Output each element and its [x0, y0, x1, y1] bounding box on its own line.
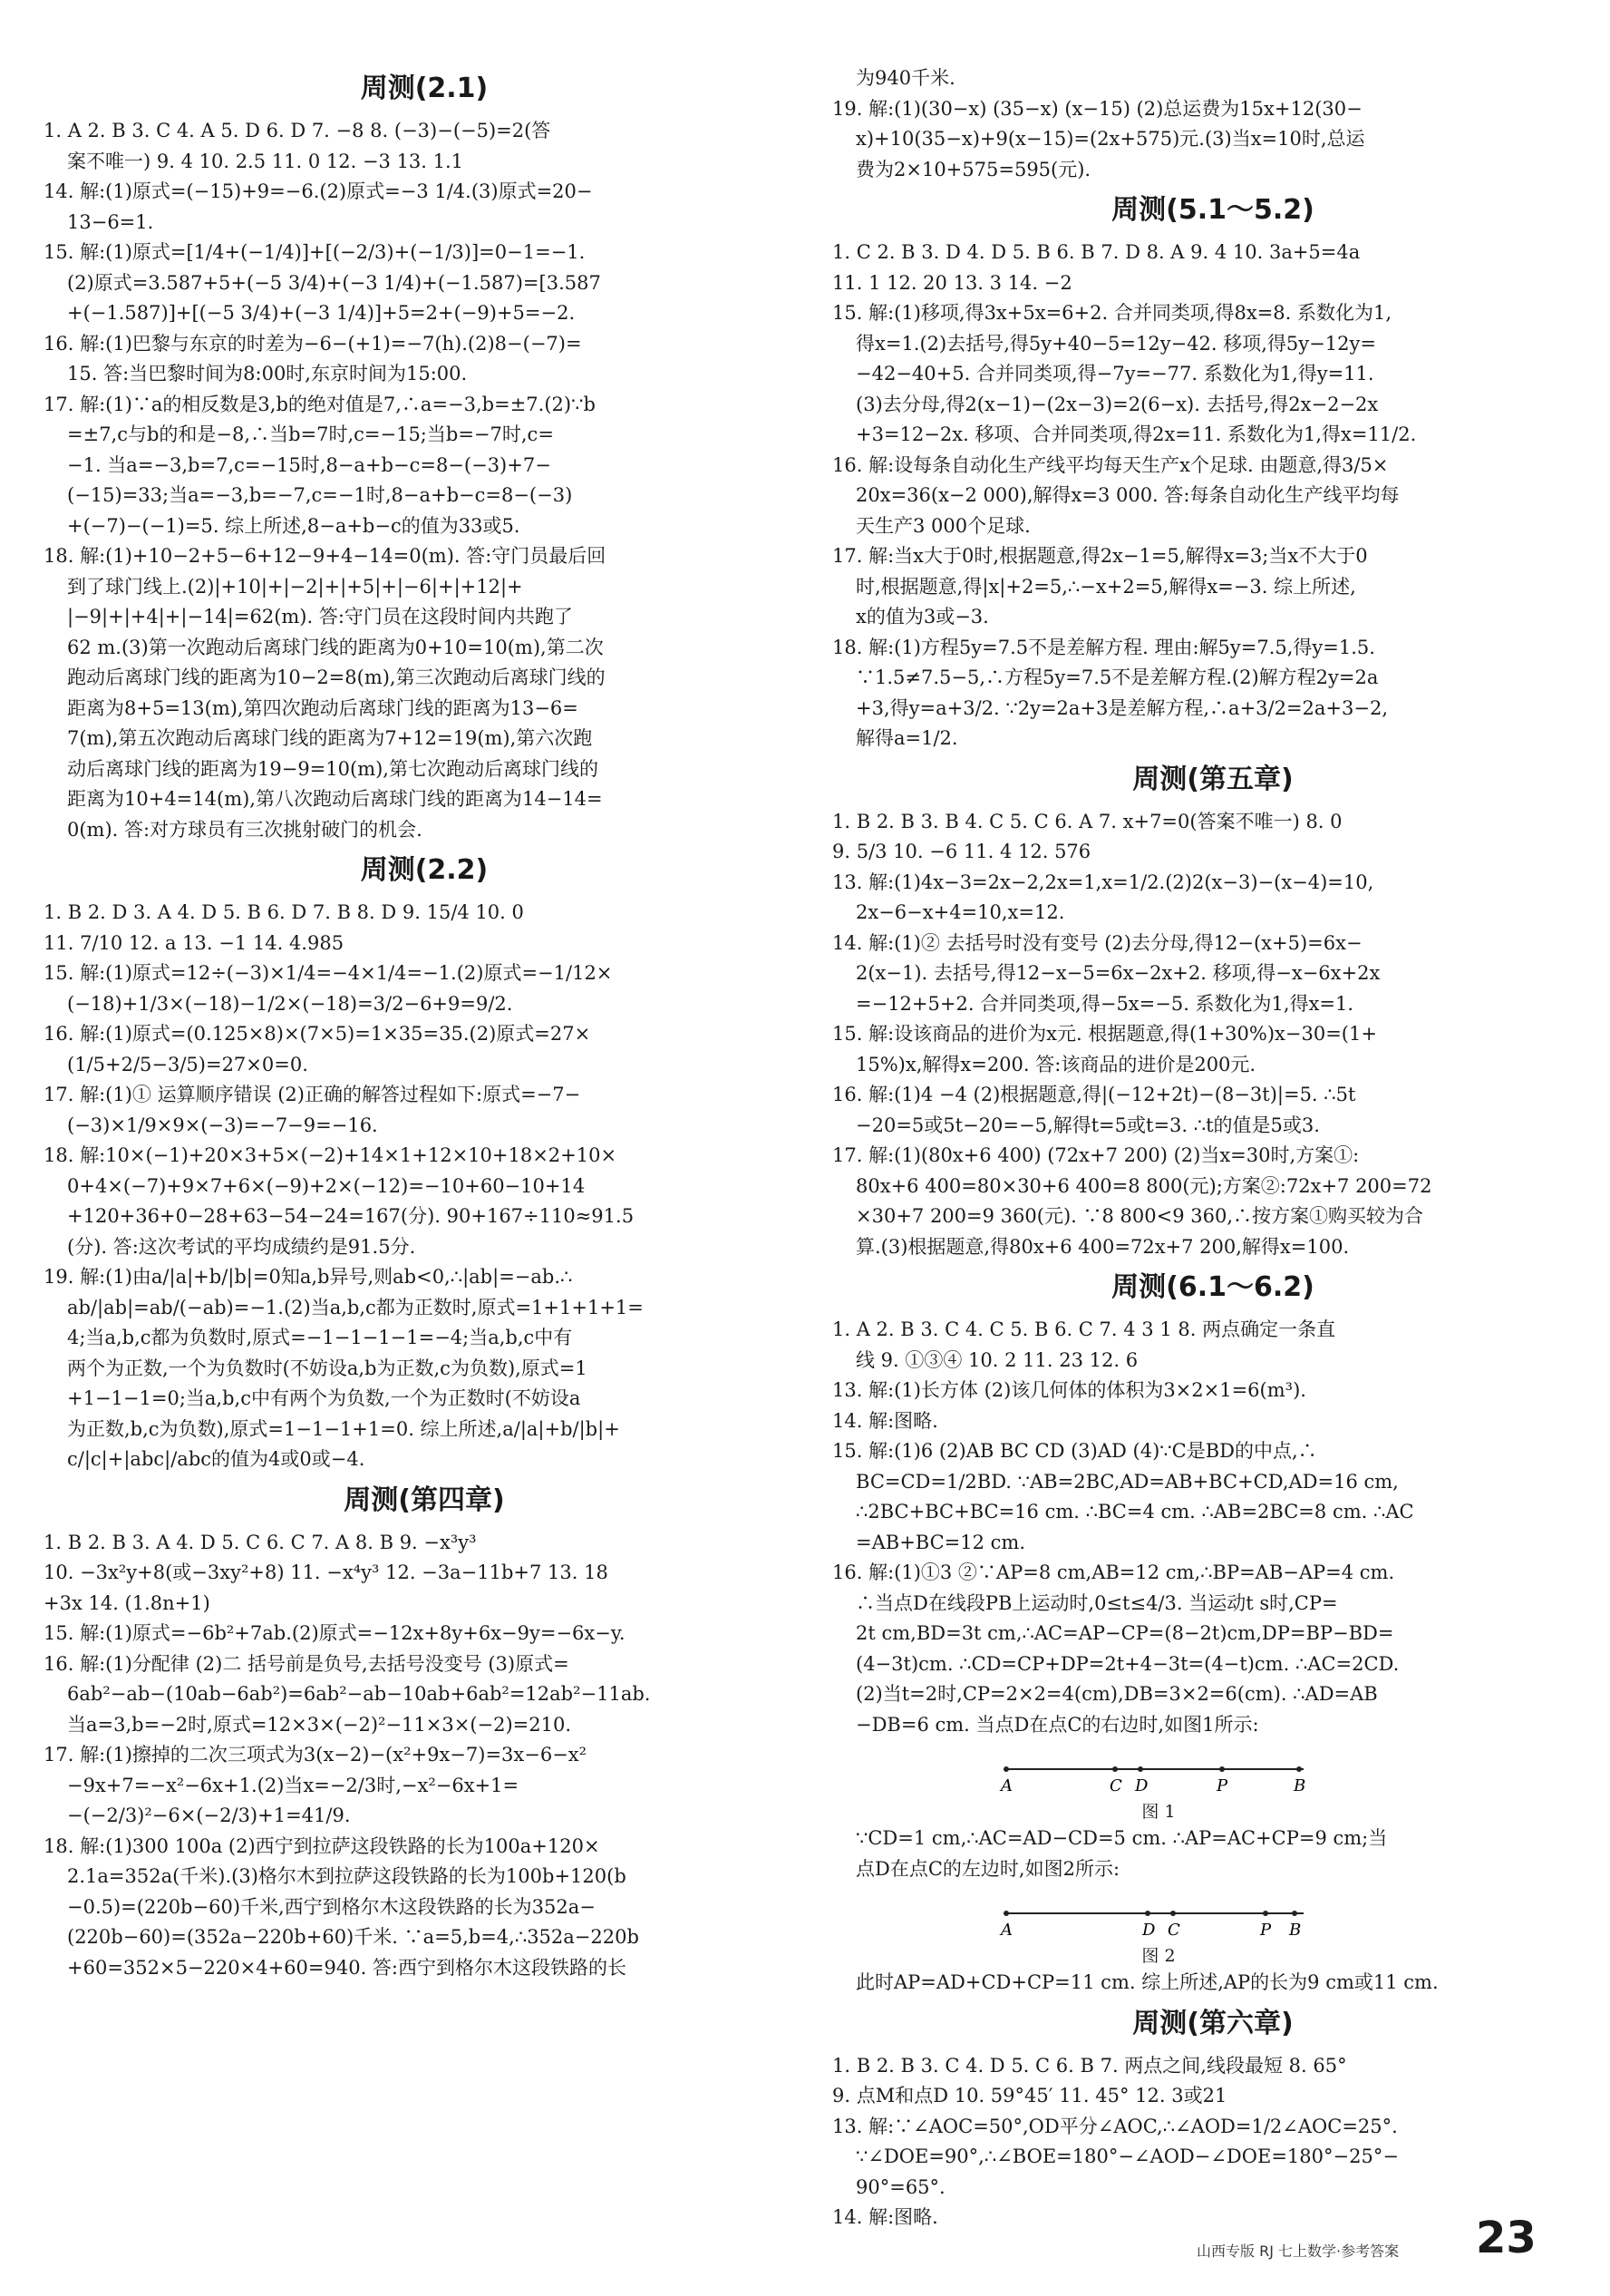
- point-label: D: [1135, 1776, 1149, 1795]
- right-column-block-3: [832, 1968, 1594, 2233]
- answer-line: 算.(3)根据题意,得80x+6 400=72x+7 200,解得x=100.: [856, 1235, 1350, 1258]
- answer-line: 9. 5/3 10. −6 11. 4 12. 576: [832, 841, 1091, 862]
- answer-line: +120+36+0−28+63−54−24=167(分). 90+167÷110≈91.5: [67, 1205, 635, 1227]
- answer-line: 1. B 2. D 3. A 4. D 5. B 6. D 7. B 8. D 9. 15/4 10. 0: [44, 901, 524, 923]
- page-number: 23: [1476, 2213, 1537, 2263]
- section-title: 周测(第四章): [344, 1484, 505, 1516]
- answer-line: (2)当t=2时,CP=2×2=4(cm),DB=3×2=6(cm). ∴AD=AB: [856, 1683, 1378, 1705]
- section-title: 周测(6.1～6.2): [1111, 1271, 1314, 1303]
- section-title: 周测(第五章): [1132, 763, 1294, 795]
- point-marker: [1292, 1911, 1297, 1916]
- point-marker: [1263, 1911, 1268, 1916]
- answer-line: 9. 点M和点D 10. 59°45′ 11. 45° 12. 3或21: [832, 2085, 1227, 2106]
- answer-line: 13−6=1.: [67, 210, 154, 233]
- answer-line: 13. 解:(1)4x−3=2x−2,2x=1,x=1/2.(2)2(x−3)−(x−4)=10,: [832, 871, 1374, 893]
- answer-line: +(−1.587)]+[(−5 3/4)+(−3 1/4)]+5=2+(−9)+5=−2.: [67, 302, 576, 324]
- answer-line: 点D在点C的左边时,如图2所示:: [856, 1857, 1120, 1880]
- answer-line: 14. 解:图略.: [832, 2206, 938, 2228]
- answer-line: 17. 解:(1)∵a的相反数是3,b的绝对值是7,∴a=−3,b=±7.(2)∵b: [44, 393, 596, 415]
- answer-line: 此时AP=AD+CD+CP=11 cm. 综上所述,AP的长为9 cm或11 cm.: [856, 1971, 1439, 1993]
- figure-2-caption: 图 2: [1141, 1946, 1176, 1966]
- figure-1-diagram: [995, 1744, 1322, 1798]
- answer-line: 线 9. ①③④ 10. 2 11. 23 12. 6: [856, 1348, 1139, 1371]
- answer-line: (3)去分母,得2(x−1)−(2x−3)=2(6−x). 去括号,得2x−2−2x: [856, 393, 1379, 415]
- answer-line: ∵1.5≠7.5−5,∴方程5y=7.5不是差解方程.(2)解方程2y=2a: [856, 666, 1379, 688]
- answer-line: 15. 解:(1)原式=12÷(−3)×1/4=−4×1/4=−1.(2)原式=−1/12×: [44, 962, 613, 984]
- answer-line: 天生产3 000个足球.: [856, 514, 1031, 537]
- answer-line: 1. B 2. B 3. C 4. D 5. C 6. B 7. 两点之间,线段最短 8. 65°: [832, 2054, 1347, 2077]
- answer-line: 90°=65°.: [856, 2175, 946, 2198]
- answer-line: 15%)x,解得x=200. 答:该商品的进价是200元.: [856, 1053, 1256, 1075]
- answer-line: 解得a=1/2.: [856, 727, 958, 749]
- answer-line: 11. 7/10 12. a 13. −1 14. 4.985: [44, 931, 344, 954]
- point-label: C: [1110, 1776, 1122, 1795]
- point-label: P: [1217, 1776, 1228, 1795]
- answer-line: +60=352×5−220×4+60=940. 答:西宁到格尔木这段铁路的长: [67, 1956, 627, 1979]
- answer-line: x)+10(35−x)+9(x−15)=(2x+575)元.(3)当x=10时,总运: [856, 128, 1365, 150]
- answer-line: 当a=3,b=−2时,原式=12×3×(−2)²−11×3×(−2)=210.: [67, 1713, 572, 1736]
- answer-line: 1. B 2. B 3. B 4. C 5. C 6. A 7. x+7=0(答案不唯一) 8. 0: [832, 810, 1343, 832]
- answer-line: (4−3t)cm. ∴CD=CP+DP=2t+4−3t=(4−t)cm. ∴AC=2CD.: [856, 1652, 1400, 1675]
- point-marker: [1138, 1766, 1143, 1772]
- answer-line: (−18)+1/3×(−18)−1/2×(−18)=3/2−6+9=9/2.: [67, 992, 513, 1015]
- answer-line: 案不唯一) 9. 4 10. 2.5 11. 0 12. −3 13. 1.1: [67, 150, 464, 172]
- answer-line: 16. 解:(1)巴黎与东京的时差为−6−(+1)=−7(h).(2)8−(−7)=: [44, 332, 582, 355]
- answer-line: 15. 答:当巴黎时间为8:00时,东京时间为15:00.: [67, 363, 468, 384]
- answer-line: (1/5+2/5−3/5)=27×0=0.: [67, 1053, 308, 1075]
- answer-line: −DB=6 cm. 当点D在点C的右边时,如图1所示:: [856, 1713, 1259, 1736]
- answer-line: 19. 解:(1)(30−x) (35−x) (x−15) (2)总运费为15x+12(30−: [832, 97, 1363, 120]
- answer-line: |−9|+|+4|+|−14|=62(m). 答:守门员在这段时间内共跑了: [67, 606, 573, 628]
- answer-line: =−12+5+2. 合并同类项,得−5x=−5. 系数化为1,得x=1.: [856, 992, 1354, 1015]
- answer-line: (2)原式=3.587+5+(−5 3/4)+(−3 1/4)+(−1.587)=[3.587: [67, 271, 601, 294]
- answer-line: 0+4×(−7)+9×7+6×(−9)+2×(−12)=−10+60−10+14: [67, 1174, 586, 1197]
- answer-line: ∴2BC+BC+BC=16 cm. ∴BC=4 cm. ∴AB=2BC=8 cm. ∴AC: [856, 1501, 1414, 1523]
- answer-line: x的值为3或−3.: [856, 606, 989, 628]
- answer-line: +(−7)−(−1)=5. 综上所述,8−a+b−c的值为33或5.: [67, 514, 520, 537]
- point-marker: [1296, 1766, 1302, 1772]
- answer-line: 1. A 2. B 3. C 4. A 5. D 6. D 7. −8 8. (−3)−(−5)=2(答: [44, 120, 551, 141]
- section-title: 周测(2.2): [360, 854, 489, 886]
- figure-1: [995, 1744, 1322, 1820]
- answer-line: 13. 解:(1)长方体 (2)该几何体的体积为3×2×1=6(m³).: [832, 1379, 1306, 1401]
- answer-line: ∵∠DOE=90°,∴∠BOE=180°−∠AOD−∠DOE=180°−25°−: [856, 2145, 1399, 2167]
- answer-line: =AB+BC=12 cm.: [856, 1531, 1026, 1553]
- answer-line: 14. 解:(1)② 去括号时没有变号 (2)去分母,得12−(x+5)=6x−: [832, 931, 1363, 954]
- answer-line: 18. 解:10×(−1)+20×3+5×(−2)+14×1+12×10+18×2+10×: [44, 1144, 617, 1166]
- answer-line: 跑动后离球门线的距离为10−2=8(m),第三次跑动后离球门线的: [67, 666, 606, 688]
- right-column: [832, 63, 1594, 2233]
- answer-line: 距离为8+5=13(m),第四次跑动后离球门线的距离为13−6=: [67, 696, 578, 719]
- answer-line: 16. 解:(1)①3 ②∵AP=8 cm,AB=12 cm,∴BP=AB−AP=4 cm.: [832, 1561, 1395, 1583]
- answer-line: 16. 解:(1)原式=(0.125×8)×(7×5)=1×35=35.(2)原式=27×: [44, 1023, 591, 1045]
- answer-line: ×30+7 200=9 360(元). ∵8 800<9 360,∴按方案①购买较为合: [856, 1205, 1423, 1227]
- point-marker: [1145, 1911, 1150, 1916]
- answer-line: 17. 解:(1)(80x+6 400) (72x+7 200) (2)当x=30时,方案①:: [832, 1144, 1360, 1166]
- point-label: A: [1001, 1776, 1013, 1795]
- answer-line: 62 m.(3)第一次跑动后离球门线的距离为0+10=10(m),第二次: [67, 636, 604, 658]
- section-title: 周测(5.1～5.2): [1111, 194, 1314, 226]
- answer-line: 20x=36(x−2 000),解得x=3 000. 答:每条自动化生产线平均每: [856, 484, 1400, 506]
- answer-line: 1. C 2. B 3. D 4. D 5. B 6. B 7. D 8. A 9. 4 10. 3a+5=4a: [832, 241, 1361, 263]
- answer-line: c/|c|+|abc|/abc的值为4或0或−4.: [67, 1448, 365, 1470]
- answer-line: 1. A 2. B 3. C 4. C 5. B 6. C 7. 4 3 1 8. 两点确定一条直: [832, 1318, 1336, 1340]
- answer-line: =±7,c与b的和是−8,∴当b=7时,c=−15;当b=−7时,c=: [67, 423, 554, 445]
- answer-line: 两个为正数,一个为负数时(不妨设a,b为正数,c为负数),原式=1: [67, 1357, 587, 1379]
- answer-line: 为正数,b,c为负数),原式=1−1−1+1=0. 综上所述,a/|a|+b/|b|+: [67, 1417, 620, 1440]
- answer-line: 16. 解:(1)4 −4 (2)根据题意,得|(−12+2t)−(8−3t)|=5. ∴5t: [832, 1084, 1356, 1105]
- answer-line: 动后离球门线的距离为19−9=10(m),第七次跑动后离球门线的: [67, 757, 598, 780]
- answer-line: 15. 解:(1)6 (2)AB BC CD (3)AD (4)∵C是BD的中点,∴: [832, 1440, 1317, 1462]
- answer-line: 13. 解:∵∠AOC=50°,OD平分∠AOC,∴∠AOD=1/2∠AOC=25°.: [832, 2115, 1398, 2137]
- answer-line: −1. 当a=−3,b=7,c=−15时,8−a+b−c=8−(−3)+7−: [67, 453, 551, 476]
- answer-line: 15. 解:设该商品的进价为x元. 根据题意,得(1+30%)x−30=(1+: [832, 1023, 1377, 1045]
- answer-line: −20=5或5t−20=−5,解得t=5或t=3. ∴t的值是5或3.: [856, 1114, 1320, 1136]
- answer-line: 15. 解:(1)原式=[1/4+(−1/4)]+[(−2/3)+(−1/3)]=0−1=−1.: [44, 241, 586, 263]
- section-title: 周测(2.1): [360, 73, 489, 104]
- point-label: D: [1142, 1921, 1156, 1940]
- answer-line: ab/|ab|=ab/(−ab)=−1.(2)当a,b,c都为正数时,原式=1+1+1+1=: [67, 1296, 644, 1318]
- right-column-block-1: [832, 63, 1594, 1740]
- answer-line: +3x 14. (1.8n+1): [44, 1591, 210, 1614]
- answer-line: 费为2×10+575=595(元).: [856, 158, 1091, 180]
- answer-line: 17. 解:(1)① 运算顺序错误 (2)正确的解答过程如下:原式=−7−: [44, 1084, 581, 1105]
- answer-line: 16. 解:设每条自动化生产线平均每天生产x个足球. 由题意,得3/5×: [832, 453, 1389, 476]
- answer-line: 10. −3x²y+8(或−3xy²+8) 11. −x⁴y³ 12. −3a−11b+7 13. 18: [44, 1561, 608, 1583]
- answer-line: 17. 解:当x大于0时,根据题意,得2x−1=5,解得x=3;当x不大于0: [832, 545, 1368, 567]
- answer-line: (−15)=33;当a=−3,b=−7,c=−1时,8−a+b−c=8−(−3): [67, 484, 573, 506]
- answer-line: 2x−6−x+4=10,x=12.: [856, 901, 1065, 923]
- point-marker: [1112, 1766, 1118, 1772]
- answer-line: 2(x−1). 去括号,得12−x−5=6x−2x+2. 移项,得−x−6x+2x: [856, 962, 1381, 984]
- right-column-block-2: [832, 1824, 1594, 1884]
- answer-line: 2.1a=352a(千米).(3)格尔木到拉萨这段铁路的长为100b+120(b: [67, 1865, 626, 1887]
- answer-line: ∵CD=1 cm,∴AC=AD−CD=5 cm. ∴AP=AC+CP=9 cm;当: [856, 1827, 1388, 1849]
- figure-1-caption: 图 1: [1141, 1802, 1176, 1822]
- answer-line: 17. 解:(1)擦掉的二次三项式为3(x−2)−(x²+9x−7)=3x−6−x²: [44, 1744, 587, 1766]
- point-label: A: [1001, 1921, 1013, 1940]
- answer-line: 14. 解:图略.: [832, 1409, 938, 1432]
- answer-line: +3=12−2x. 移项、合并同类项,得2x=11. 系数化为1,得x=11/2.: [856, 423, 1417, 445]
- answer-line: 2t cm,BD=3t cm,∴AC=AP−CP=(8−2t)cm,DP=BP−BD=: [856, 1622, 1394, 1644]
- answer-line: 0(m). 答:对方球员有三次挑射破门的机会.: [67, 818, 422, 841]
- answer-line: 80x+6 400=80×30+6 400=8 800(元);方案②:72x+7 200=72: [856, 1174, 1432, 1197]
- point-label: B: [1289, 1921, 1302, 1940]
- left-column: [44, 63, 805, 1983]
- point-marker: [1004, 1766, 1009, 1772]
- answer-line: 4;当a,b,c都为负数时,原式=−1−1−1−1=−4;当a,b,c中有: [67, 1327, 573, 1348]
- figure-2-diagram: [995, 1888, 1322, 1942]
- point-marker: [1170, 1911, 1176, 1916]
- point-label: C: [1168, 1921, 1180, 1940]
- point-marker: [1004, 1911, 1009, 1916]
- answer-line: 11. 1 12. 20 13. 3 14. −2: [832, 271, 1072, 294]
- answer-line: (分). 答:这次考试的平均成绩约是91.5分.: [67, 1235, 416, 1258]
- answer-line: 18. 解:(1)300 100a (2)西宁到拉萨这段铁路的长为100a+120×: [44, 1834, 600, 1857]
- answer-line: −0.5)=(220b−60)千米,西宁到格尔木这段铁路的长为352a−: [67, 1895, 596, 1918]
- answer-line: 6ab²−ab−(10ab−6ab²)=6ab²−ab−10ab+6ab²=12ab²−11ab.: [67, 1683, 651, 1705]
- answer-line: 15. 解:(1)原式=−6b²+7ab.(2)原式=−12x+8y+6x−9y=−6x−y.: [44, 1622, 626, 1644]
- answer-line: 18. 解:(1)方程5y=7.5不是差解方程. 理由:解5y=7.5,得y=1.5.: [832, 636, 1375, 658]
- answer-line: +1−1−1=0;当a,b,c中有两个为负数,一个为正数时(不妨设a: [67, 1387, 581, 1409]
- section-title: 周测(第六章): [1132, 2007, 1294, 2039]
- point-label: P: [1260, 1921, 1272, 1940]
- answer-line: BC=CD=1/2BD. ∵AB=2BC,AD=AB+BC+CD,AD=16 cm,: [856, 1470, 1399, 1493]
- answer-line: 距离为10+4=14(m),第八次跑动后离球门线的距离为14−14=: [67, 788, 603, 810]
- answer-line: ∴当点D在线段PB上运动时,0≤t≤4/3. 当运动t s时,CP=: [856, 1591, 1338, 1614]
- answer-line: −9x+7=−x²−6x+1.(2)当x=−2/3时,−x²−6x+1=: [67, 1774, 519, 1796]
- answer-line: 15. 解:(1)移项,得3x+5x=6+2. 合并同类项,得8x=8. 系数化为1,: [832, 302, 1392, 324]
- answer-line: 1. B 2. B 3. A 4. D 5. C 6. C 7. A 8. B 9. −x³y³: [44, 1531, 477, 1553]
- point-marker: [1219, 1766, 1225, 1772]
- point-label: B: [1294, 1776, 1306, 1795]
- answer-line: (−3)×1/9×9×(−3)=−7−9=−16.: [67, 1114, 378, 1136]
- answer-line: 19. 解:(1)由a/|a|+b/|b|=0知a,b异号,则ab<0,∴|ab|=−ab.∴: [44, 1266, 573, 1288]
- figure-2: [995, 1888, 1322, 1964]
- answer-line: +3,得y=a+3/2. ∵2y=2a+3是差解方程,∴a+3/2=2a+3−2,: [856, 696, 1389, 719]
- footer-label: 山西专版 RJ 七上数学·参考答案: [1197, 2242, 1400, 2260]
- answer-line: 为940千米.: [856, 67, 955, 89]
- answer-line: 得x=1.(2)去括号,得5y+40−5=12y−42. 移项,得5y−12y=: [856, 332, 1376, 355]
- answer-line: 时,根据题意,得|x|+2=5,∴−x+2=5,解得x=−3. 综上所述,: [856, 575, 1356, 598]
- answer-line: −42−40+5. 合并同类项,得−7y=−77. 系数化为1,得y=11.: [856, 363, 1374, 384]
- answer-line: (220b−60)=(352a−220b+60)千米. ∵a=5,b=4,∴352a−220b: [67, 1926, 639, 1948]
- answer-line: 16. 解:(1)分配律 (2)二 括号前是负号,去括号没变号 (3)原式=: [44, 1652, 569, 1675]
- answer-line: 18. 解:(1)+10−2+5−6+12−9+4−14=0(m). 答:守门员最后回: [44, 545, 606, 567]
- answer-line: 7(m),第五次跑动后离球门线的距离为7+12=19(m),第六次跑: [67, 727, 593, 749]
- answer-line: 到了球门线上.(2)|+10|+|−2|+|+5|+|−6|+|+12|+: [67, 575, 523, 598]
- answer-line: −(−2/3)²−6×(−2/3)+1=41/9.: [67, 1805, 351, 1826]
- answer-line: 14. 解:(1)原式=(−15)+9=−6.(2)原式=−3 1/4.(3)原式=20−: [44, 180, 593, 202]
